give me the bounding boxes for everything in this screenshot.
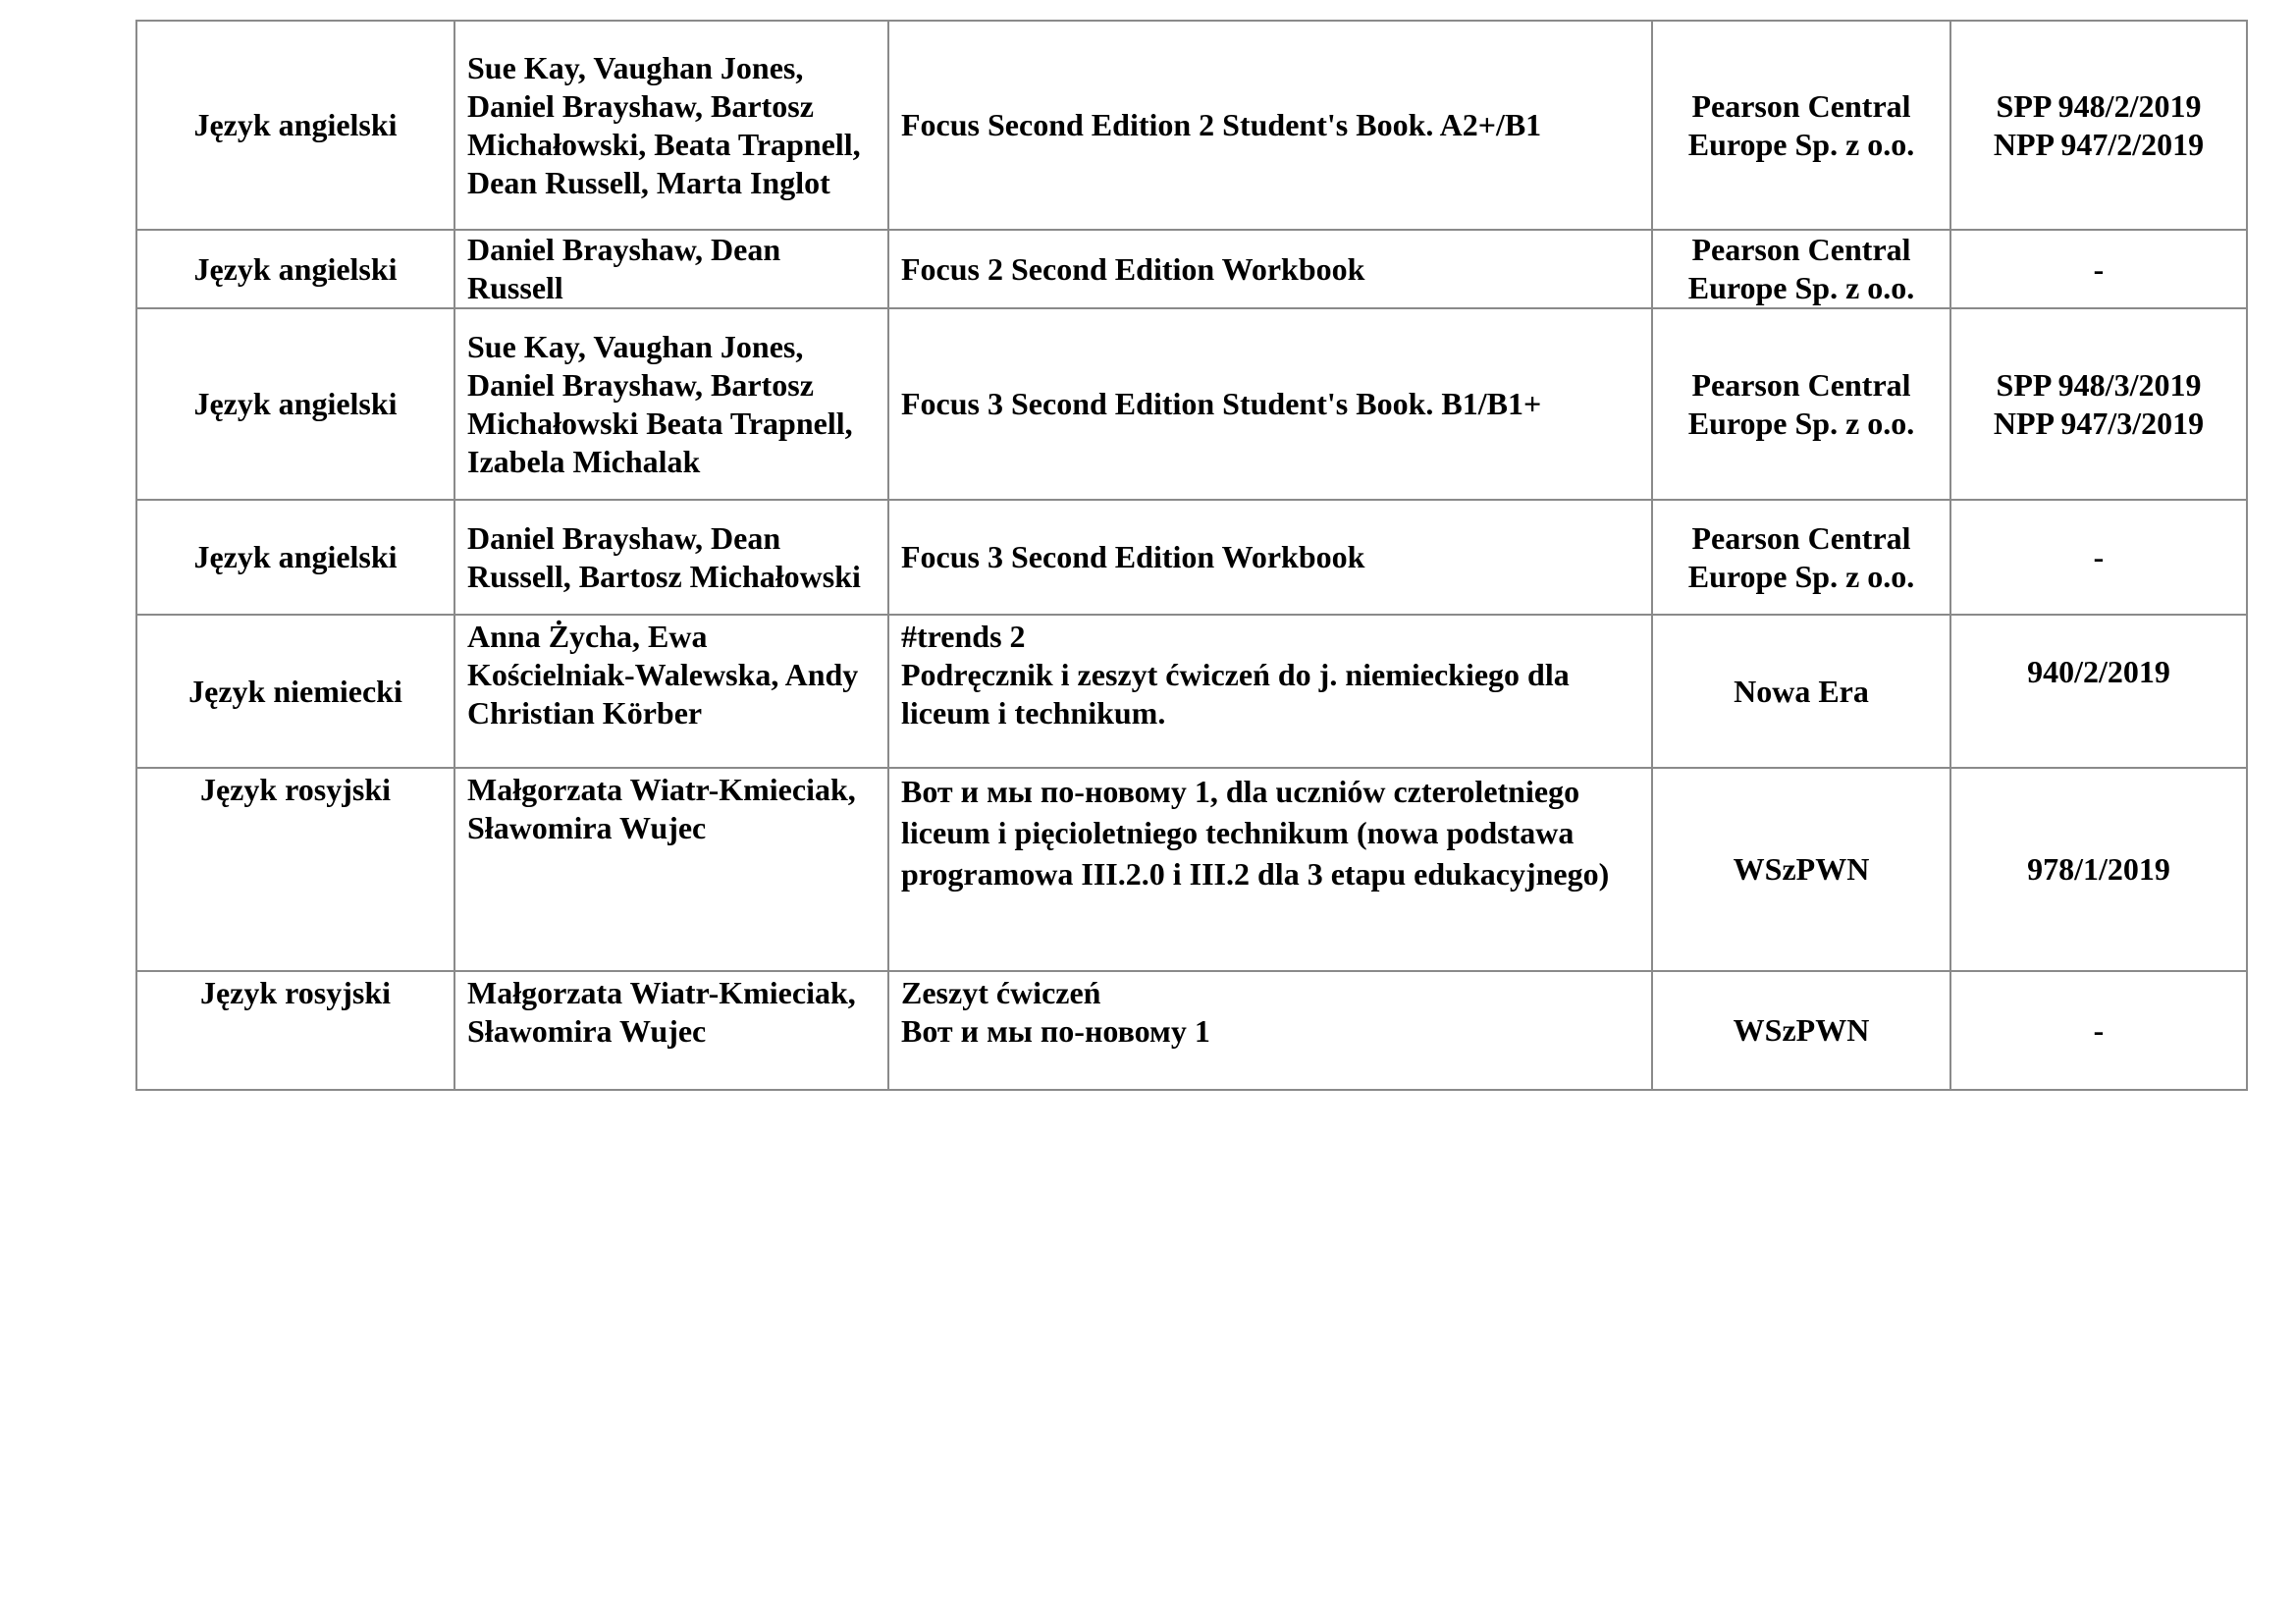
table-row: [136, 230, 2247, 308]
textbook-table: [135, 20, 2248, 1091]
table-row: [136, 615, 2247, 768]
publisher-cell: WSzPWN: [1652, 971, 1950, 1090]
approval-line: SPP 948/2/2019: [1996, 87, 2202, 124]
authors-cell: Sue Kay, Vaughan Jones, Daniel Brayshaw, Bartosz Michałowski, Beata Trapnell, Dean Russell, Marta Inglot: [454, 21, 888, 230]
title-cell: [888, 308, 1652, 500]
approval-number-cell: [1950, 230, 2247, 308]
title-line: Focus Second Edition 2 Student's Book. A2+/B1: [901, 107, 1542, 142]
title-cell: [888, 768, 1652, 971]
authors-cell: Małgorzata Wiatr-Kmieciak, Sławomira Wujec: [454, 768, 888, 971]
approval-line: 978/1/2019: [2027, 851, 2170, 887]
title-cell: [888, 615, 1652, 768]
approval-line: 940/2/2019: [2027, 654, 2170, 689]
publisher-cell: Pearson Central Europe Sp. z o.o.: [1652, 308, 1950, 500]
title-line: Focus 3 Second Edition Student's Book. B1/B1+: [901, 386, 1542, 421]
title-line: Вот и мы по-новому 1: [901, 1013, 1210, 1049]
table-row: [136, 768, 2247, 971]
authors-cell: Małgorzata Wiatr-Kmieciak, Sławomira Wujec: [454, 971, 888, 1090]
title-line: Zeszyt ćwiczeń: [901, 975, 1101, 1010]
approval-line: -: [2093, 250, 2105, 287]
publisher-cell: Nowa Era: [1652, 615, 1950, 768]
publisher-cell: Pearson Central Europe Sp. z o.o.: [1652, 21, 1950, 230]
approval-number-cell: [1950, 768, 2247, 971]
subject-cell: Język rosyjski: [136, 971, 454, 1090]
table-row: [136, 21, 2247, 230]
approval-number-cell: [1950, 308, 2247, 500]
authors-cell: Daniel Brayshaw, Dean Russell: [454, 230, 888, 308]
title-line: #trends 2: [901, 619, 1026, 654]
subject-cell: Język angielski: [136, 230, 454, 308]
publisher-cell: Pearson Central Europe Sp. z o.o.: [1652, 230, 1950, 308]
approval-number-cell: [1950, 21, 2247, 230]
title-cell: [888, 21, 1652, 230]
approval-line: SPP 948/3/2019: [1996, 366, 2202, 403]
publisher-cell: WSzPWN: [1652, 768, 1950, 971]
subject-cell: Język angielski: [136, 500, 454, 615]
subject-cell: Język rosyjski: [136, 768, 454, 971]
approval-number-cell: [1950, 971, 2247, 1090]
authors-cell: Sue Kay, Vaughan Jones, Daniel Brayshaw, Bartosz Michałowski Beata Trapnell, Izabela Michalak: [454, 308, 888, 500]
title-cell: [888, 500, 1652, 615]
title-line: Focus 3 Second Edition Workbook: [901, 539, 1365, 574]
title-cell: [888, 230, 1652, 308]
subject-cell: Język niemiecki: [136, 615, 454, 768]
approval-line: NPP 947/2/2019: [1993, 126, 2205, 162]
authors-cell: Anna Życha, Ewa Kościelniak-Walewska, Andy Christian Körber: [454, 615, 888, 768]
title-line: Вот и мы по-новому 1, dla uczniów czteroletniego liceum i pięcioletniego technikum (nowa podstawa programowa III.2.0 i III.2 dla 3 etapu edukacyjnego): [901, 774, 1610, 892]
approval-line: NPP 947/3/2019: [1993, 405, 2205, 441]
authors-cell: Daniel Brayshaw, Dean Russell, Bartosz Michałowski: [454, 500, 888, 615]
approval-number-cell: [1950, 500, 2247, 615]
publisher-cell: Pearson Central Europe Sp. z o.o.: [1652, 500, 1950, 615]
table-row: [136, 971, 2247, 1090]
subject-cell: Język angielski: [136, 21, 454, 230]
table-row: [136, 308, 2247, 500]
title-line: Focus 2 Second Edition Workbook: [901, 250, 1365, 287]
title-line: Podręcznik i zeszyt ćwiczeń do j. niemieckiego dla liceum i technikum.: [901, 657, 1570, 731]
subject-cell: Język angielski: [136, 308, 454, 500]
approval-line: -: [2093, 539, 2105, 574]
title-cell: [888, 971, 1652, 1090]
table-row: [136, 500, 2247, 615]
approval-number-cell: [1950, 615, 2247, 768]
approval-line: -: [2093, 1012, 2105, 1048]
